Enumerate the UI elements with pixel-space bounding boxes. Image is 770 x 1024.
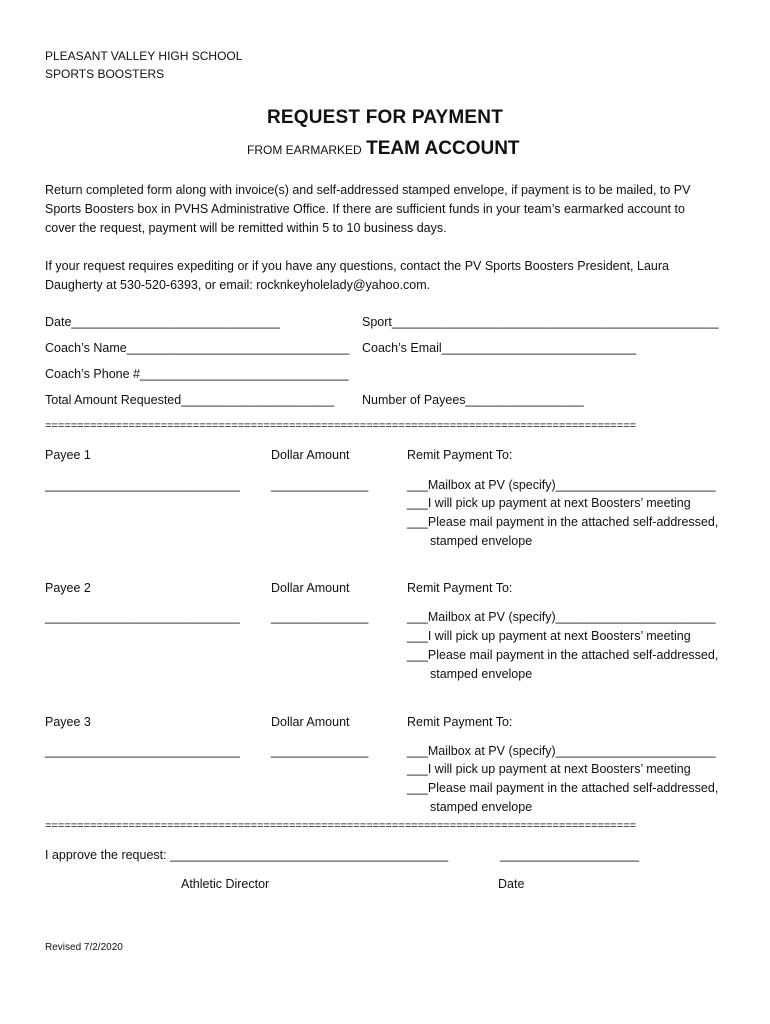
instructions-line-2: Sports Boosters box in PVHS Administrative Office. If there are sufficient funds in your team’s earmarked account to: [45, 202, 685, 216]
payee-1-remit-label: Remit Payment To:: [407, 448, 513, 462]
approval-date-label: Date: [498, 877, 525, 891]
payee-2-option-mail[interactable]: ___Please mail payment in the attached self-addressed,: [407, 648, 719, 662]
separator-bottom: ============================================================================================: [45, 820, 636, 832]
payee-1-option-mail-cont: stamped envelope: [430, 534, 533, 548]
instructions-line-3: cover the request, payment will be remitted within 5 to 10 business days.: [45, 221, 447, 235]
payee-2-dollar-label: Dollar Amount: [271, 581, 350, 595]
payee-1-name-blank[interactable]: ____________________________: [45, 478, 240, 492]
approval-signature-field[interactable]: I approve the request: ________________________________________: [45, 848, 449, 862]
payee-3-option-mail[interactable]: ___Please mail payment in the attached self-addressed,: [407, 781, 719, 795]
payee-3-name-blank[interactable]: ____________________________: [45, 744, 240, 758]
payee-2-amount-blank[interactable]: ______________: [271, 610, 369, 624]
payee-1-option-mail[interactable]: ___Please mail payment in the attached self-addressed,: [407, 515, 719, 529]
number-of-payees-field[interactable]: Number of Payees_________________: [362, 393, 584, 407]
payee-2-remit-label: Remit Payment To:: [407, 581, 513, 595]
payee-2-name-blank[interactable]: ____________________________: [45, 610, 240, 624]
payee-3-option-mail-cont: stamped envelope: [430, 800, 533, 814]
payee-3-remit-label: Remit Payment To:: [407, 715, 513, 729]
payee-3-option-pickup[interactable]: ___I will pick up payment at next Boosters’ meeting: [407, 762, 691, 776]
school-name: PLEASANT VALLEY HIGH SCHOOL: [45, 49, 243, 63]
org-name: SPORTS BOOSTERS: [45, 67, 165, 81]
payee-3-option-mailbox[interactable]: ___Mailbox at PV (specify)_______________________: [407, 744, 716, 758]
total-amount-field[interactable]: Total Amount Requested______________________: [45, 393, 335, 407]
payee-2-option-mailbox[interactable]: ___Mailbox at PV (specify)_______________________: [407, 610, 716, 624]
subtitle-prefix: FROM EARMARKED: [247, 143, 362, 157]
coach-name-field[interactable]: Coach’s Name________________________________: [45, 341, 350, 355]
approval-date-field[interactable]: ____________________: [500, 848, 640, 862]
payee-1-label: Payee 1: [45, 448, 91, 462]
form-subtitle: [247, 138, 520, 160]
sport-field[interactable]: Sport_______________________________________________: [362, 315, 719, 329]
coach-phone-field[interactable]: Coach’s Phone #______________________________: [45, 367, 349, 381]
payee-2-label: Payee 2: [45, 581, 91, 595]
payee-1-option-pickup[interactable]: ___I will pick up payment at next Boosters’ meeting: [407, 496, 691, 510]
payee-2-option-pickup[interactable]: ___I will pick up payment at next Boosters’ meeting: [407, 629, 691, 643]
coach-email-field[interactable]: Coach’s Email____________________________: [362, 341, 637, 355]
contact-line-1: If your request requires expediting or if you have any questions, contact the PV Sports Boosters President, Laura: [45, 259, 669, 273]
subtitle-emphasis: TEAM ACCOUNT: [366, 138, 520, 159]
payee-3-dollar-label: Dollar Amount: [271, 715, 350, 729]
payee-2-option-mail-cont: stamped envelope: [430, 667, 533, 681]
payee-1-option-mailbox[interactable]: ___Mailbox at PV (specify)_______________________: [407, 478, 716, 492]
payee-1-amount-blank[interactable]: ______________: [271, 478, 369, 492]
contact-line-2: Daugherty at 530-520-6393, or email: rocknkeyholelady@yahoo.com.: [45, 278, 431, 292]
payee-3-label: Payee 3: [45, 715, 91, 729]
date-field[interactable]: Date______________________________: [45, 315, 280, 329]
revision-date: Revised 7/2/2020: [45, 942, 123, 953]
form-title: REQUEST FOR PAYMENT: [266, 107, 504, 128]
athletic-director-label: Athletic Director: [181, 877, 270, 891]
separator-top: ============================================================================================: [45, 420, 636, 432]
payee-3-amount-blank[interactable]: ______________: [271, 744, 369, 758]
instructions-line-1: Return completed form along with invoice(s) and self-addressed stamped envelope, if payment is to be mailed, to PV: [45, 183, 691, 197]
payee-1-dollar-label: Dollar Amount: [271, 448, 350, 462]
